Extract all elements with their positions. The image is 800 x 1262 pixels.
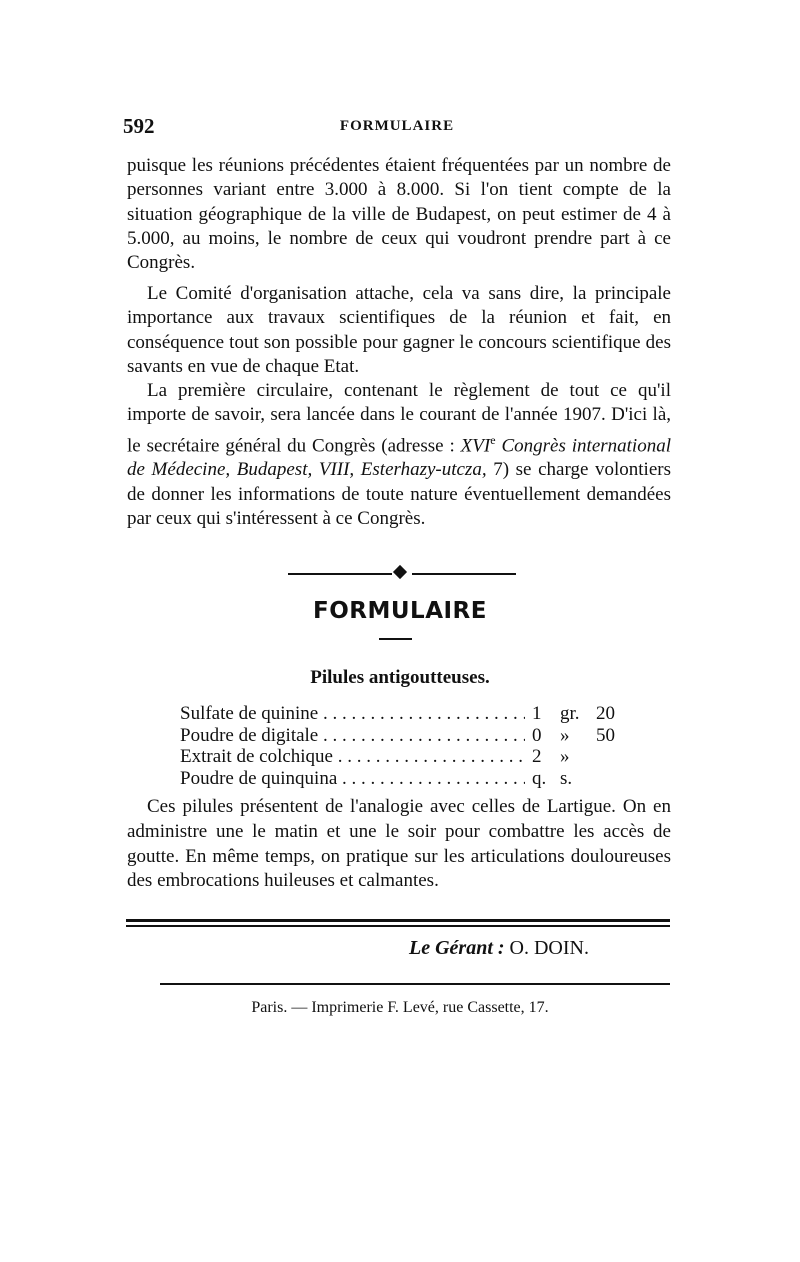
body-paragraph-3 bbox=[127, 379, 671, 531]
ingredient-name: Extrait de colchique . . . bbox=[180, 746, 525, 768]
recipe-note: Ces pilules présentent de l'analogie avec celles de Lartigue. On en administre une le matin et une le soir pour combattre les accès de goutte. En même temps, on pratique sur les articulations douloureuses des embrocations huileuses et calmantes. bbox=[127, 796, 671, 892]
ingredient-unit: » bbox=[560, 724, 570, 746]
recipe-row bbox=[180, 703, 640, 725]
running-title: FORMULAIRE bbox=[339, 118, 455, 134]
ingredient-qty: 2 bbox=[532, 746, 542, 767]
ingredient-name: Sulfate de quinine . . . bbox=[180, 703, 525, 725]
ingredient-unit: gr. bbox=[560, 703, 580, 724]
paragraph-text bbox=[127, 379, 671, 531]
paragraph-text-end: 7) se charge volontiers de donner les informations de toute nature éventuellement demandées par ceux qui s'intéressent à ce Congrès. bbox=[127, 459, 671, 529]
section-title: FORMULAIRE bbox=[313, 598, 487, 624]
ingredient-qty: q. bbox=[532, 767, 547, 789]
superscript-e: e bbox=[490, 432, 496, 447]
ingredient-qty: 0 bbox=[532, 724, 542, 746]
ingredient-qty: 1 bbox=[532, 703, 542, 724]
page-header bbox=[123, 114, 671, 140]
gerant-name: O. DOIN. bbox=[509, 937, 589, 959]
printer-rule bbox=[160, 983, 670, 985]
printer-line: Paris. — Imprimerie F. Levé, rue Cassette, 17. bbox=[251, 999, 549, 1016]
title-underline bbox=[379, 638, 412, 640]
ornament-diamond bbox=[393, 565, 407, 579]
footer-rule-thin bbox=[126, 925, 670, 927]
body-paragraph-1 bbox=[127, 154, 671, 275]
ingredient-fraction: 20 bbox=[596, 703, 615, 724]
ingredient-name: Poudre de digitale . . . bbox=[180, 725, 525, 747]
gerant-label: Le Gérant : bbox=[409, 937, 505, 959]
congress-address-italic: Congrès international de Médecine, Budapest, VIII, Esterhazy-utcza, bbox=[127, 434, 671, 481]
ingredient-unit: s. bbox=[560, 767, 573, 789]
ingredient-unit: » bbox=[560, 746, 570, 767]
paragraph-text-start: La première circulaire, contenant le règlement de tout ce qu'il importe de savoir, sera lancée dans le courant de l'année 1907. D'ici là, le secrétaire général du Congrès (adresse : bbox=[127, 380, 671, 456]
recipe-row bbox=[180, 768, 640, 790]
ingredient-name: Poudre de quinquina . . . bbox=[180, 768, 525, 790]
congress-name-italic: XVI bbox=[460, 434, 491, 456]
recipe-row bbox=[180, 725, 640, 747]
body-paragraph-2 bbox=[127, 282, 671, 379]
recipe-title: Pilules antigoutteuses. bbox=[310, 667, 490, 688]
footer-rule-thick bbox=[126, 919, 670, 922]
paragraph-text: puisque les réunions précédentes étaient fréquentées par un nombre de personnes variant entre 3.000 à 8.000. Si l'on tient compte de la situation géographique de la ville de Budapest, on peut estimer de 4 à 5.000, au moins, le nombre de ceux qui voudront prendre part à ce Congrès. bbox=[127, 155, 671, 274]
section-ornament bbox=[288, 566, 516, 582]
ornament-line-right bbox=[412, 573, 516, 575]
ornament-line-left bbox=[288, 573, 392, 575]
recipe-list bbox=[180, 703, 640, 789]
paragraph-text: Le Comité d'organisation attache, cela va sans dire, la principale importance aux travaux scientifiques de la réunion et fait, en conséquence tout son possible pour gagner le concours scientifique des savants en vue de chaque Etat. bbox=[127, 283, 671, 377]
recipe-row bbox=[180, 746, 640, 768]
page-number: 592 bbox=[123, 114, 155, 138]
ingredient-fraction: 50 bbox=[596, 724, 615, 746]
gerant-line bbox=[409, 937, 589, 960]
